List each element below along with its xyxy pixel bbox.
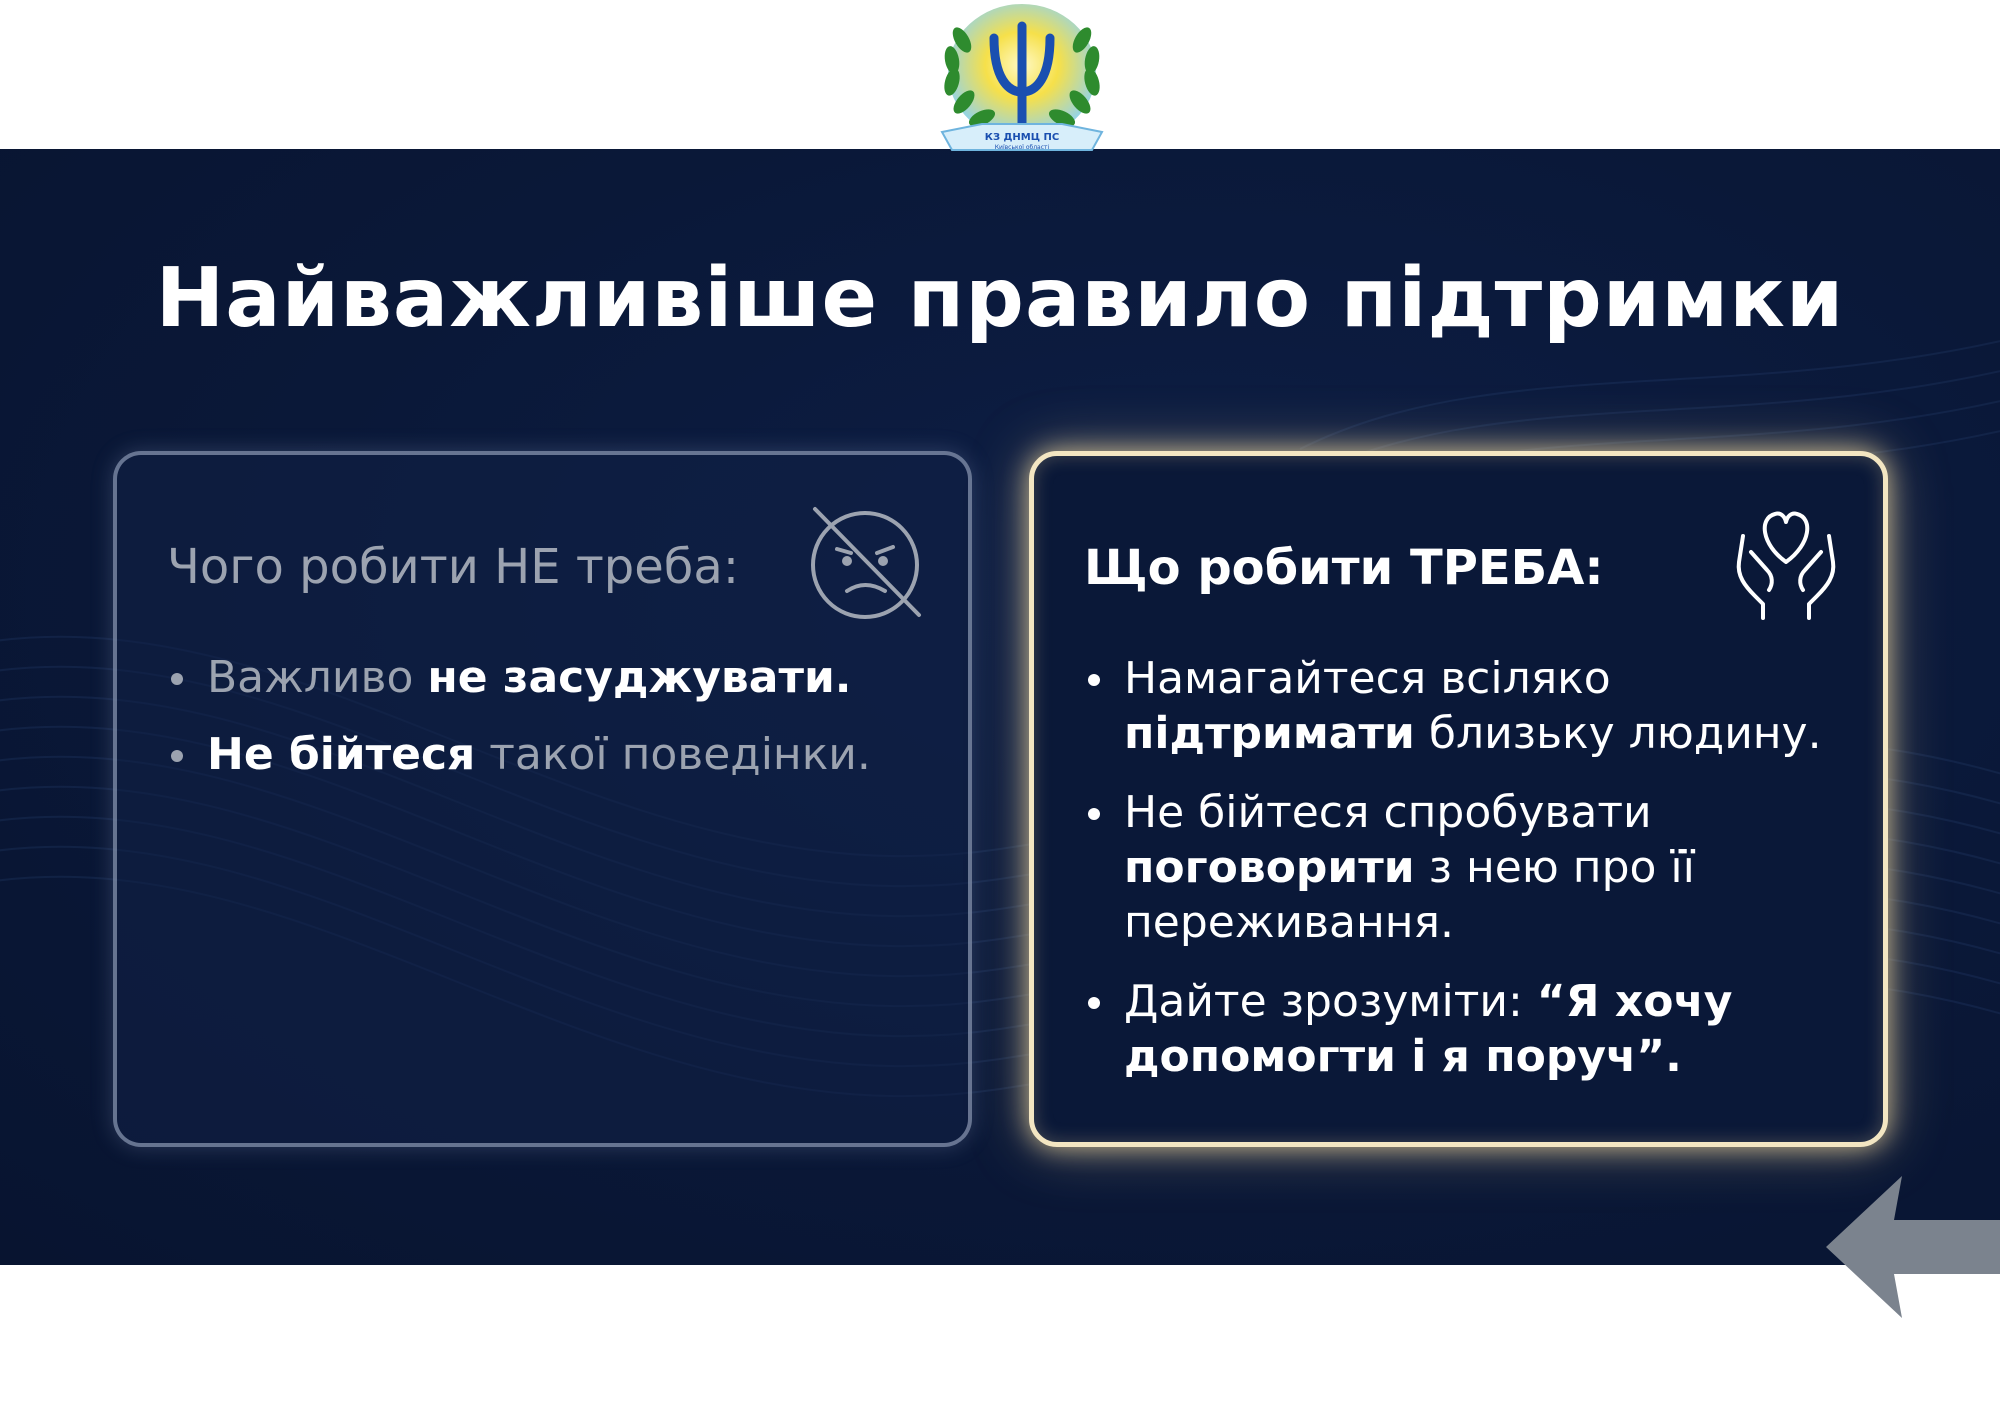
logo-subtext: Київської області — [994, 144, 1050, 151]
dont-list — [169, 650, 929, 804]
bullet-dot — [1088, 674, 1100, 686]
slide — [0, 149, 2000, 1265]
bullet-text: Дайте зрозуміти: — [1124, 976, 1537, 1027]
back-arrow-icon[interactable] — [1826, 1176, 2000, 1318]
dont-card — [113, 451, 972, 1147]
bullet-dot — [1088, 808, 1100, 820]
list-item — [1086, 785, 1846, 950]
bullet-bold-text: Не бійтеся — [207, 729, 476, 780]
do-card-heading: Що робити ТРЕБА: — [1084, 540, 1604, 596]
bullet-text: такої поведінки. — [475, 729, 871, 780]
list-item — [169, 727, 929, 782]
crossed-out-sad-face-icon — [807, 503, 927, 623]
psi-laurel-logo — [922, 0, 1122, 168]
bullet-bold-text: “Я хочу допомогти і я поруч” — [1124, 976, 1733, 1082]
bullet-dot — [171, 673, 183, 685]
do-list — [1086, 651, 1846, 1108]
logo-text: КЗ ДНМЦ ПС — [984, 132, 1060, 143]
do-card — [1029, 451, 1888, 1147]
bullet-text: . — [1665, 1031, 1682, 1082]
list-item — [169, 650, 929, 705]
bullet-bold-text: підтримати — [1124, 708, 1415, 759]
bullet-text: . — [834, 652, 852, 703]
bullet-text: близьку людину. — [1414, 708, 1822, 759]
slide-title: Найважливіше правило підтримки — [155, 251, 1845, 346]
bullet-bold-text: поговорити — [1124, 842, 1415, 893]
dont-card-heading: Чого робити НЕ треба: — [167, 539, 739, 595]
bullet-dot — [1088, 997, 1100, 1009]
bullet-text: Не бійтеся спробувати — [1124, 787, 1652, 838]
list-item — [1086, 651, 1846, 761]
bullet-text: Намагайтеся всіляко — [1124, 653, 1611, 704]
bullet-dot — [171, 750, 183, 762]
bullet-bold-text: не засуджувати — [427, 652, 835, 703]
bullet-text: з нею про її переживання. — [1124, 842, 1695, 948]
bullet-text: Важливо — [207, 652, 428, 703]
list-item — [1086, 974, 1846, 1084]
hands-holding-heart-icon — [1721, 500, 1851, 630]
